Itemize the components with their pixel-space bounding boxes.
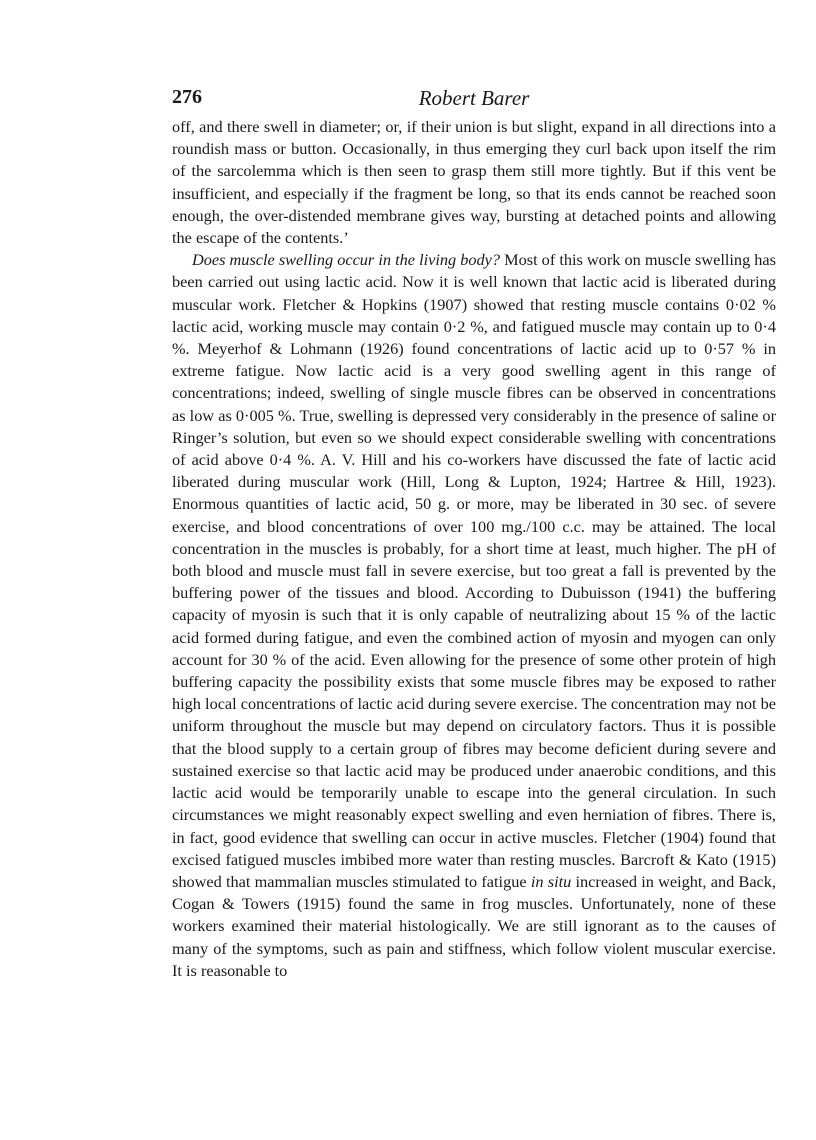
body-text-part-2: increased in weight, and Back, Cogan & Towers (1915) found the same in frog muscles. Unfortunately, none of these workers examined their material histologically. We are still ignorant as to the causes of many of the symptoms, such as pain and stiffness, which follow violent muscular exercise. It is reasonable to xyxy=(172,871,776,980)
italic-term-in-situ: in situ xyxy=(530,871,572,891)
page-number: 276 xyxy=(172,86,202,108)
running-head-author: Robert Barer xyxy=(418,86,530,110)
body-paragraph xyxy=(172,249,776,982)
run-in-heading: Does muscle swelling occur in the living body? xyxy=(192,250,501,270)
body-text-part-1: Most of this work on muscle swelling has been carried out using lactic acid. Now it is well known that lactic acid is liberated during muscular work. Fletcher & Hopkins (1907) showed that resting muscle contains 0·02 % lactic acid, working muscle may contain 0·2 %, and fatigued muscle may contain up to 0·4 %. Meyerhof & Lohmann (1926) found concentrations of lactic acid up to 0·57 % in extreme fatigue. Now lactic acid is a very good swelling agent in this range of concentrations; indeed, swelling of single muscle fibres can be observed in concentrations as low as 0·005 %. True, swelling is depressed very considerably in the presence of saline or Ringer’s solution, but even so we should expect considerable swelling with concentrations of acid above 0·4 %. A. V. Hill and his co-workers have discussed the fate of lactic acid liberated during muscular work (Hill, Long & Lupton, 1924; Hartree & Hill, 1923). Enormous quantities of lactic acid, 50 g. or more, may be liberated in 30 sec. of severe exercise, and blood concentrations of over 100 mg./100 c.c. may be attained. The local concentration in the muscles is probably, for a short time at least, much higher. The pH of both blood and muscle must fall in severe exercise, but too great a fall is prevented by the buffering power of the tissues and blood. According to Dubuisson (1941) the buffering capacity of myosin is such that it is only capable of neutralizing about 15 % of the lactic acid formed during fatigue, and even the combined action of myosin and myogen can only account for 30 % of the acid. Even allowing for the presence of some other protein of high buffering capacity the possibility exists that some muscle fibres may be exposed to rather high local concentrations of lactic acid during severe exercise. The concentration may not be uniform throughout the muscle but may depend on circulatory factors. Thus it is possible that the blood supply to a certain group of fibres may become deficient during severe and sustained exercise so that lactic acid may be produced under anaerobic conditions, and this lactic acid would be temporarily unable to escape into the general circulation. In such circumstances we might reasonably expect swelling and even herniation of fibres. There is, in fact, good evidence that swelling can occur in active muscles. Fletcher (1904) found that excised fatigued muscles imbibed more water than resting muscles. Barcroft & Kato (1915) showed that mammalian muscles stimulated to fatigue xyxy=(172,250,776,891)
quoted-paragraph-continuation: off, and there swell in diameter; or, if their union is but slight, expand in all directions into a roundish mass or button. Occasionally, in thus emerging they curl back upon itself the rim of the sarcolemma which is then seen to grasp them still more tightly. But if this vent be insufficient, and especially if the fragment be long, so that its ends cannot be reached soon enough, the over-distended membrane gives way, bursting at detached points and allowing the escape of the contents.’ xyxy=(172,117,776,248)
running-head xyxy=(172,86,776,116)
journal-page xyxy=(172,86,776,982)
